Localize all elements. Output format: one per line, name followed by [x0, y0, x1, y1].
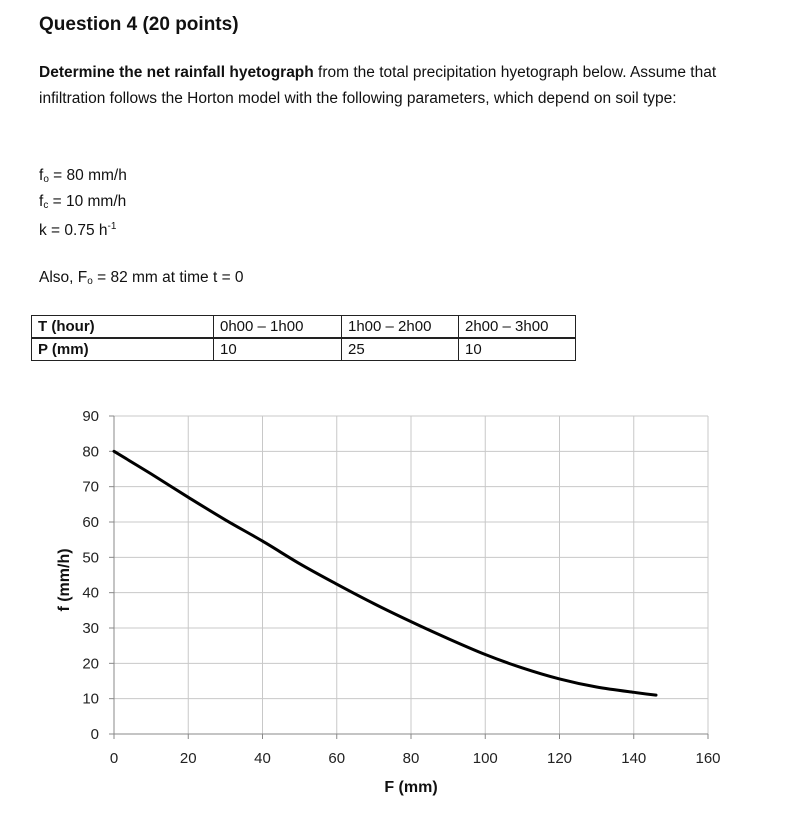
param-fc-value: = 10 mm/h: [48, 193, 127, 210]
intro-bold: Determine the net rainfall hyetograph: [39, 64, 314, 81]
param-fo-sub: o: [43, 174, 49, 185]
also-pre: Also, F: [39, 269, 88, 286]
table-header-time: T (hour): [32, 316, 214, 339]
param-k-sup: -1: [107, 221, 117, 232]
also-sub: o: [87, 276, 93, 287]
param-fo-value: = 80 mm/h: [48, 167, 127, 184]
param-fo: [39, 166, 127, 190]
also-post: = 82 mm at time t = 0: [92, 269, 244, 286]
y-tick-label: 20: [82, 655, 99, 673]
y-tick-label: 70: [82, 478, 99, 496]
y-tick-label: 60: [82, 514, 99, 531]
y-tick-label: 30: [82, 620, 99, 637]
x-tick-label: 100: [472, 750, 498, 767]
table-cell: 1h00 – 2h00: [342, 316, 459, 339]
param-k: [39, 217, 116, 241]
param-fc-sub: c: [43, 200, 49, 211]
infiltration-chart: [0, 395, 794, 815]
param-k-label: k = 0.75 h: [39, 222, 108, 239]
question-intro: [39, 60, 764, 112]
initial-condition: [39, 269, 244, 287]
x-tick-label: 160: [695, 750, 721, 767]
param-fo-symbol: f: [39, 167, 44, 184]
table-row-precip: [32, 338, 576, 361]
param-fc-symbol: f: [39, 193, 44, 210]
x-axis-title: F (mm): [384, 779, 438, 796]
series-line-horton: [114, 451, 656, 695]
table-row-time: [32, 316, 576, 339]
table-header-precip: P (mm): [32, 338, 214, 361]
table-cell: 25: [342, 338, 459, 361]
x-tick-label: 60: [328, 750, 346, 767]
param-fc: [39, 192, 126, 216]
table-cell: 10: [459, 338, 576, 361]
y-axis-title: f (mm/h): [56, 548, 73, 612]
question-title: Question 4 (20 points): [39, 14, 239, 35]
y-tick-label: 0: [90, 726, 99, 743]
y-tick-label: 90: [82, 408, 99, 425]
table-cell: 0h00 – 1h00: [214, 316, 342, 339]
x-tick-label: 120: [546, 750, 573, 767]
x-tick-label: 40: [254, 750, 271, 767]
x-tick-label: 0: [109, 750, 119, 767]
y-tick-label: 50: [82, 549, 99, 567]
table-cell: 2h00 – 3h00: [459, 316, 576, 339]
x-tick-label: 20: [179, 750, 197, 767]
intro-rest: from the total precipitation hyetograph below. Assume that infiltration follows the Horton model with the following parameters, which depend on soil type:: [39, 64, 717, 107]
x-tick-label: 80: [402, 750, 420, 767]
x-tick-label: 140: [621, 750, 647, 767]
y-tick-label: 10: [82, 690, 99, 708]
y-tick-label: 80: [82, 443, 99, 461]
table-cell: 10: [214, 338, 342, 361]
y-tick-label: 40: [82, 584, 99, 602]
precipitation-table: [31, 315, 576, 361]
